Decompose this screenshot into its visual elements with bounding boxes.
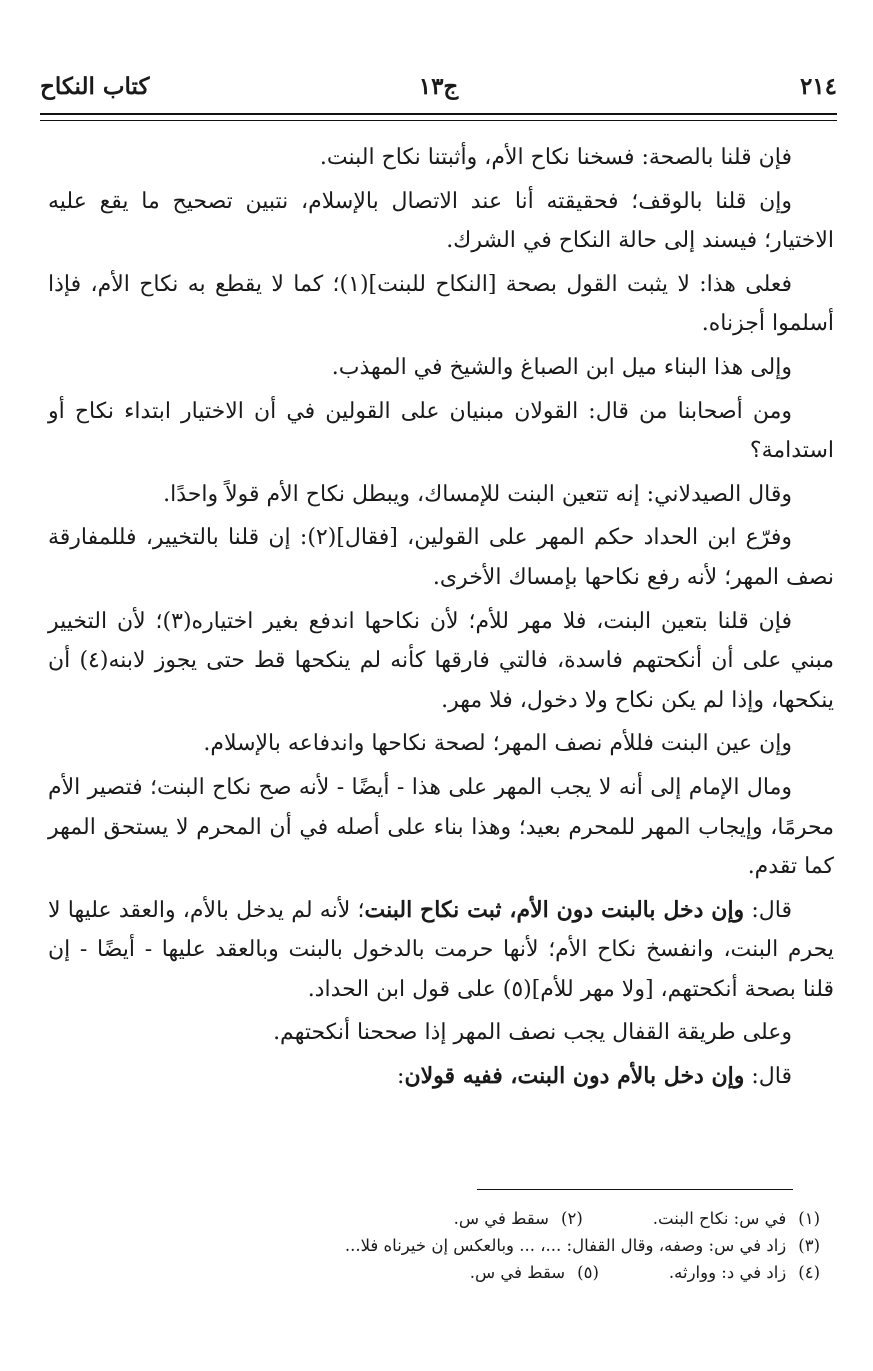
paragraph: ومال الإمام إلى أنه لا يجب المهر على هذا - أيضًا - لأنه صح نكاح البنت؛ فتصير الأم محرمًا، وإيجاب المهر للمحرم بعيد؛ وهذا بناء على أصله في أن المحرم لا يستحق المهر كما تقدم.	[48, 774, 834, 880]
page-number: ٢١٤	[799, 72, 837, 100]
footnote: (١)في س: نكاح البنت.	[652, 1209, 820, 1228]
paragraph: وإلى هذا البناء ميل ابن الصباغ والشيخ في المهذب.	[331, 354, 792, 380]
footnote-line	[60, 1232, 820, 1259]
footnote: (٢)سقط في س.	[453, 1209, 583, 1228]
paragraph: ومن أصحابنا من قال: القولان مبنيان على القولين في أن الاختيار ابتداء نكاح أو استدامة؟	[48, 398, 834, 464]
footnotes	[60, 1205, 820, 1286]
footnote: (٣)زاد في س: وصفه، وقال القفال: ...، ... وبالعكس إن خيرناه فلا...	[344, 1236, 820, 1255]
header-divider	[40, 113, 837, 121]
page-header	[40, 68, 837, 104]
paragraph: قال: وإن دخل بالأم دون البنت، ففيه قولان:	[397, 1063, 792, 1090]
book-title: كتاب النكاح	[40, 72, 150, 100]
paragraph: وفرّع ابن الحداد حكم المهر على القولين، [فقال](٢): إن قلنا بالتخيير، فللمفارقة نصف المهر؛ لأنه رفع نكاحها بإمساك الأخرى.	[48, 525, 834, 590]
footnote: (٤)زاد في د: ووارثه.	[668, 1263, 820, 1282]
paragraph: وإن عين البنت فللأم نصف المهر؛ لصحة نكاحها واندفاعه بالإسلام.	[203, 731, 792, 757]
footnote-divider	[477, 1189, 793, 1190]
main-text	[48, 138, 834, 1101]
footnote: (٥)سقط في س.	[469, 1263, 599, 1282]
paragraph: فإن قلنا بتعين البنت، فلا مهر للأم؛ لأن نكاحها اندفع بغير اختياره(٣)؛ لأن التخيير مبني على أن أنكحتهم فاسدة، فالتي فارقها كأنه لم ينكحها قط حتى يجوز لابنه(٤) أن ينكحها، وإذا لم يكن نكاح ولا دخول، فلا مهر.	[48, 608, 834, 713]
bold-text: وإن دخل بالأم دون البنت، ففيه قولان	[404, 1063, 745, 1090]
paragraph: وقال الصيدلاني: إنه تتعين البنت للإمساك، ويبطل نكاح الأم قولاً واحدًا.	[163, 481, 792, 507]
paragraph: وعلى طريقة القفال يجب نصف المهر إذا صححنا أنكحتهم.	[273, 1020, 792, 1046]
footnote-line	[60, 1205, 820, 1232]
volume-number: ج١٣	[418, 72, 459, 100]
bold-text: وإن دخل بالبنت دون الأم، ثبت نكاح البنت	[364, 896, 745, 923]
paragraph: قال: وإن دخل بالبنت دون الأم، ثبت نكاح البنت؛ لأنه لم يدخل بالأم، والعقد عليها لا يحرم البنت، وانفسخ نكاح الأم؛ لأنها حرمت بالدخول بالبنت وبالعقد عليها - أيضًا - إن قلنا بصحة أنكحتهم، [ولا مهر للأم](٥) على قول ابن الحداد.	[48, 896, 834, 1002]
paragraph: فإن قلنا بالصحة: فسخنا نكاح الأم، وأثبتنا نكاح البنت.	[319, 145, 792, 170]
paragraph: فعلى هذا: لا يثبت القول بصحة [النكاح للبنت](١)؛ كما لا يقطع به نكاح الأم، فإذا أسلموا أجزناه.	[48, 271, 834, 337]
paragraph: وإن قلنا بالوقف؛ فحقيقته أنا عند الاتصال بالإسلام، نتبين تصحيح ما يقع عليه الاختيار؛ فيسند إلى حالة النكاح في الشرك.	[48, 188, 834, 254]
footnote-line	[60, 1259, 820, 1286]
